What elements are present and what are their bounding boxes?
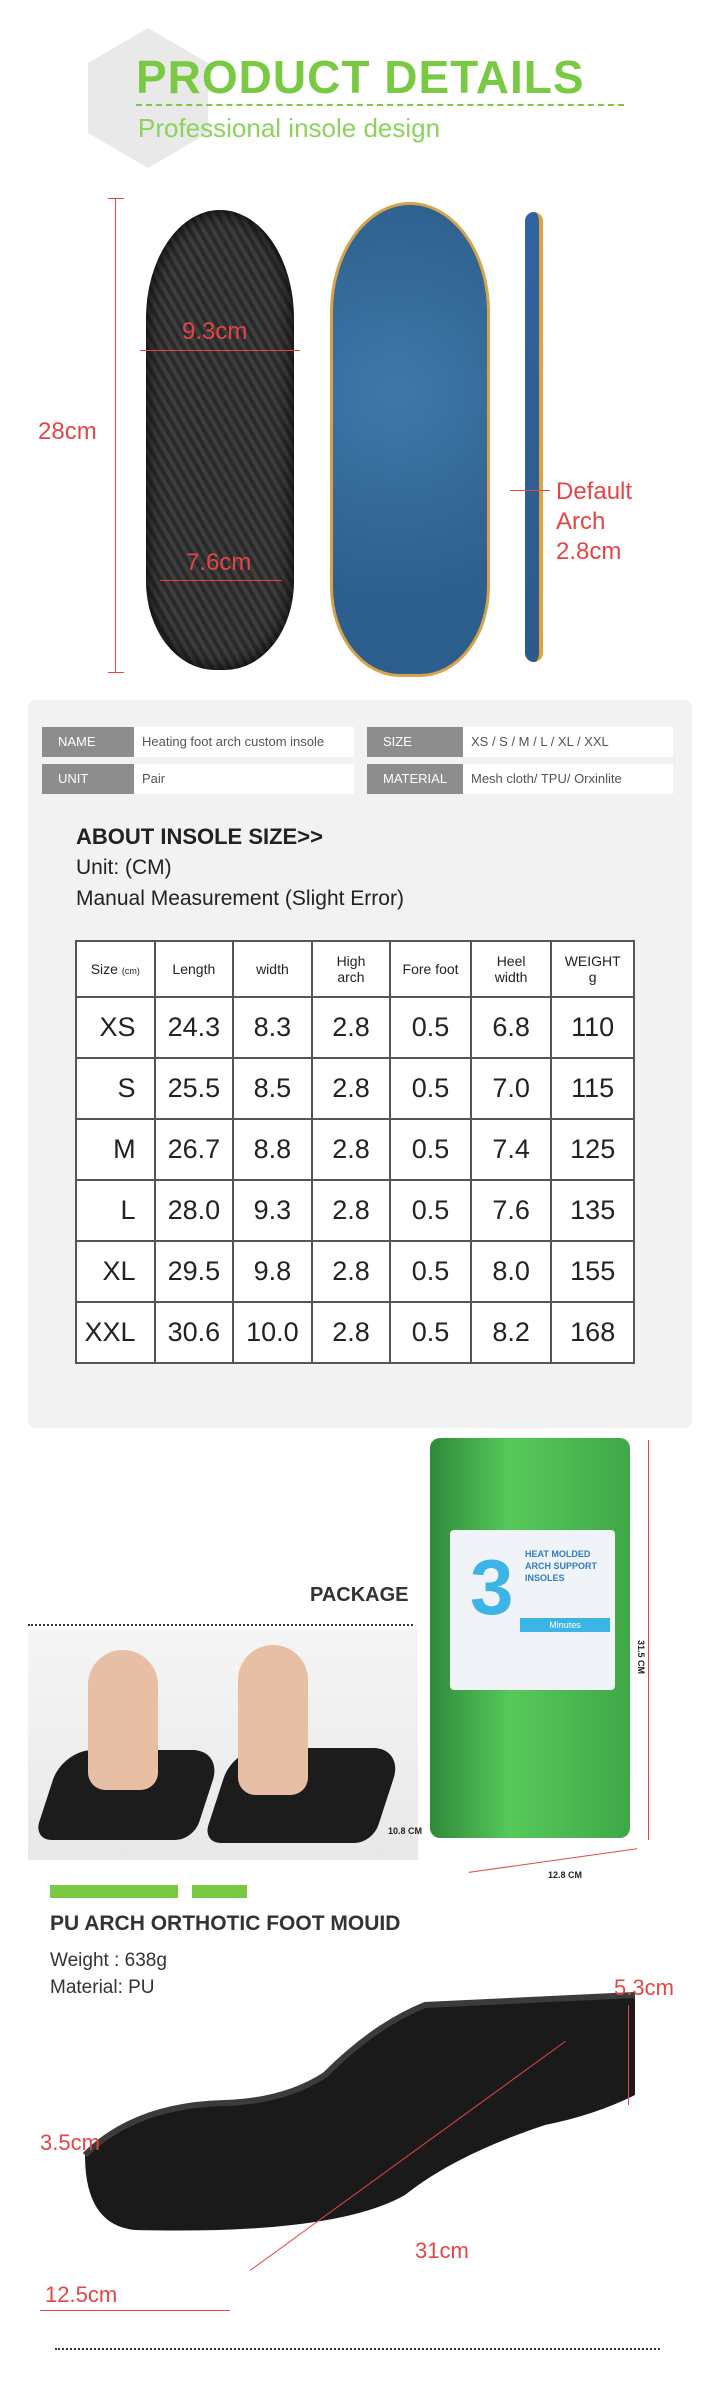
arch-cell: 2.8 <box>312 1119 391 1180</box>
arch-label-1: Default <box>556 478 633 505</box>
spec-row-unit <box>42 764 354 794</box>
arch-cell: 2.8 <box>312 1180 391 1241</box>
title-divider <box>136 104 624 106</box>
box-height-label: 31.5 CM <box>636 1640 646 1675</box>
width-cell: 8.5 <box>233 1058 312 1119</box>
mould-front-height-label: 3.5cm <box>40 2130 100 2155</box>
arch-cell: 2.8 <box>312 997 391 1058</box>
col-width: width <box>233 941 312 997</box>
mould-width-label: 12.5cm <box>45 2282 118 2307</box>
col-high-arch: High arch <box>312 941 391 997</box>
foot-mould-photo <box>28 1630 418 1860</box>
mould-weight: Weight : 638g <box>50 1950 167 1971</box>
spec-value-name: Heating foot arch custom insole <box>134 727 354 757</box>
arch-cell: 2.8 <box>312 1302 391 1363</box>
table-row <box>76 1058 634 1119</box>
arch-label-3: 2.8cm <box>556 538 622 565</box>
heel-label: 7.6cm <box>186 549 252 576</box>
heel-cell: 8.0 <box>471 1241 552 1302</box>
weight-cell: 155 <box>551 1241 634 1302</box>
table-row <box>76 997 634 1058</box>
size-cell: L <box>76 1180 155 1241</box>
size-section-title: ABOUT INSOLE SIZE>> <box>76 824 323 849</box>
col-fore-foot: Fore foot <box>390 941 471 997</box>
page-subtitle: Professional insole design <box>138 113 441 143</box>
spec-label-material: MATERIAL <box>367 764 463 794</box>
table-row <box>76 1180 634 1241</box>
box-text: HEAT MOLDED ARCH SUPPORT INSOLES <box>525 1549 598 1583</box>
width-cell: 8.8 <box>233 1119 312 1180</box>
size-note-text: Manual Measurement (Slight Error) <box>76 887 404 910</box>
insole-side-view <box>525 212 543 662</box>
mould-title: PU ARCH ORTHOTIC FOOT MOUID <box>50 1912 401 1935</box>
mould-length-label: 31cm <box>415 2238 469 2263</box>
size-cell: XXL <box>76 1302 155 1363</box>
package-divider <box>28 1624 413 1626</box>
weight-cell: 135 <box>551 1180 634 1241</box>
pu-mould-illustration <box>75 1985 635 2235</box>
length-cell: 24.3 <box>155 997 234 1058</box>
forefoot-cell: 0.5 <box>390 1241 471 1302</box>
width-cell: 9.8 <box>233 1241 312 1302</box>
mould-material: Material: PU <box>50 1977 155 1998</box>
size-cell: M <box>76 1119 155 1180</box>
spec-label-unit: UNIT <box>42 764 134 794</box>
size-cell: XL <box>76 1241 155 1302</box>
arch-label-2: Arch <box>556 508 606 535</box>
length-dim-cap-bottom <box>108 672 124 673</box>
heel-cell: 6.8 <box>471 997 552 1058</box>
size-table-header <box>76 941 634 997</box>
bottom-divider <box>55 2348 660 2350</box>
left-heel <box>88 1650 158 1790</box>
col-heel-width: Heel width <box>471 941 552 997</box>
arch-cell: 2.8 <box>312 1058 391 1119</box>
box-width-label: 12.8 CM <box>548 1870 583 1880</box>
forefoot-cell: 0.5 <box>390 1180 471 1241</box>
heel-cell: 7.0 <box>471 1058 552 1119</box>
arch-cell: 2.8 <box>312 1241 391 1302</box>
length-dim-cap-top <box>108 198 124 199</box>
heel-cell: 7.6 <box>471 1180 552 1241</box>
mould-back-height-label: 5.3cm <box>614 1975 674 2000</box>
length-cell: 26.7 <box>155 1119 234 1180</box>
length-cell: 29.5 <box>155 1241 234 1302</box>
length-dim-line <box>115 198 116 672</box>
size-cell: S <box>76 1058 155 1119</box>
box-depth-label: 10.8 CM <box>388 1826 423 1836</box>
spec-value-size: XS / S / M / L / XL / XXL <box>463 727 673 757</box>
box-number: 3 <box>470 1543 514 1631</box>
weight-cell: 110 <box>551 997 634 1058</box>
col-size: Size (cm) <box>76 941 155 997</box>
forefoot-dim-line <box>140 350 300 351</box>
accent-bar-short <box>192 1885 247 1898</box>
arch-dim-line <box>510 490 550 491</box>
heel-cell: 8.2 <box>471 1302 552 1363</box>
length-cell: 28.0 <box>155 1180 234 1241</box>
heel-dim-line <box>160 580 282 581</box>
package-title: PACKAGE <box>310 1584 409 1606</box>
size-cell: XS <box>76 997 155 1058</box>
width-cell: 8.3 <box>233 997 312 1058</box>
col-weight: WEIGHT g <box>551 941 634 997</box>
table-row <box>76 1302 634 1363</box>
width-cell: 9.3 <box>233 1180 312 1241</box>
size-table <box>75 940 635 1364</box>
forefoot-cell: 0.5 <box>390 1058 471 1119</box>
weight-cell: 168 <box>551 1302 634 1363</box>
weight-cell: 125 <box>551 1119 634 1180</box>
table-row <box>76 1241 634 1302</box>
width-cell: 10.0 <box>233 1302 312 1363</box>
weight-cell: 115 <box>551 1058 634 1119</box>
box-height-line <box>648 1440 649 1840</box>
mould-back-height-line <box>628 2005 629 2105</box>
length-cell: 25.5 <box>155 1058 234 1119</box>
col-length: Length <box>155 941 234 997</box>
accent-bar-long <box>50 1885 178 1898</box>
length-cell: 30.6 <box>155 1302 234 1363</box>
insole-bottom-view <box>146 210 294 670</box>
forefoot-label: 9.3cm <box>182 318 248 345</box>
heel-cell: 7.4 <box>471 1119 552 1180</box>
box-minutes-tag: Minutes <box>520 1618 610 1632</box>
right-heel <box>238 1645 308 1795</box>
page-title: PRODUCT DETAILS <box>136 51 585 103</box>
forefoot-cell: 0.5 <box>390 997 471 1058</box>
table-row <box>76 1119 634 1180</box>
mould-width-line <box>40 2310 230 2311</box>
spec-row-material <box>367 764 673 794</box>
spec-row-name <box>42 727 354 757</box>
insole-top-view <box>330 202 490 677</box>
spec-value-unit: Pair <box>134 764 354 794</box>
length-label: 28cm <box>38 418 97 445</box>
spec-row-size <box>367 727 673 757</box>
forefoot-cell: 0.5 <box>390 1119 471 1180</box>
size-unit-text: Unit: (CM) <box>76 856 172 879</box>
spec-label-name: NAME <box>42 727 134 757</box>
spec-value-material: Mesh cloth/ TPU/ Orxinlite <box>463 764 673 794</box>
forefoot-cell: 0.5 <box>390 1302 471 1363</box>
spec-label-size: SIZE <box>367 727 463 757</box>
